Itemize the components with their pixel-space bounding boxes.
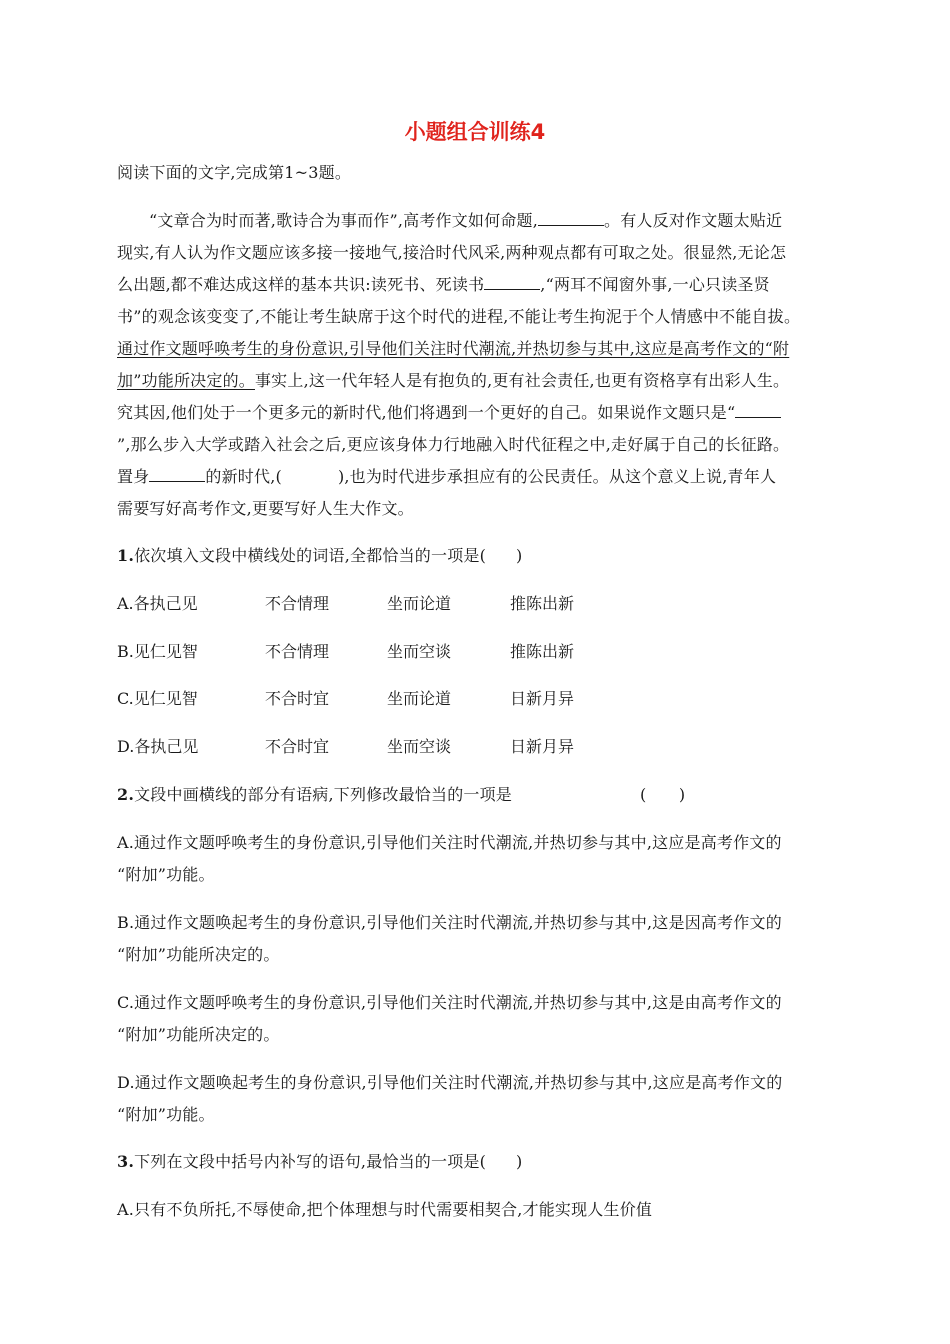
question-2-answer-paren: ( ) [640, 785, 686, 804]
underlined-sentence-end: 加”功能所决定的。 [117, 371, 255, 390]
question-2-stem: 2.文段中画横线的部分有语病,下列修改最恰当的一项是 [117, 785, 512, 804]
question-2-option-a-cont: “附加”功能。 [117, 865, 215, 884]
question-3-stem: 3.下列在文段中括号内补写的语句,最恰当的一项是( ) [117, 1152, 523, 1171]
passage-line-8: ”,那么步入大学或踏入社会之后,更应该身体力行地融入时代征程之中,走好属于自己的长征路。 [117, 435, 790, 454]
question-2-option-b-cont: “附加”功能所决定的。 [117, 945, 280, 964]
passage-line-9: 置身 的新时代,( ),也为时代进步承担应有的公民责任。从这个意义上说,青年人 [117, 467, 777, 486]
passage-line-10: 需要写好高考作文,更要写好人生大作文。 [117, 499, 414, 518]
question-3-option-a[interactable]: A.只有不负所托,不辱使命,把个体理想与时代需要相契合,才能实现人生价值 [117, 1200, 653, 1219]
passage-line-6: 加”功能所决定的。事实上,这一代年轻人是有抱负的,更有社会责任,也更有资格享有出彩人生。 [117, 371, 790, 390]
passage-line-3: 么出题,都不难达成这样的基本共识:读死书、死读书 ,“两耳不闻窗外事,一心只读圣贤 [117, 275, 770, 294]
answer-blank-2 [484, 275, 540, 290]
answer-blank-1 [538, 211, 604, 226]
answer-blank-3 [735, 403, 781, 418]
question-2-option-a[interactable]: A.通过作文题呼唤考生的身份意识,引导他们关注时代潮流,并热切参与其中,这应是高考作文的 [117, 833, 782, 852]
passage-line-2: 现实,有人认为作文题应该多接一接地气,接洽时代风采,两种观点都有可取之处。很显然,无论怎 [117, 243, 787, 262]
question-1-option-c[interactable]: C.见仁见智 不合时宜 坐而论道 日新月异 [117, 689, 575, 708]
passage-line-1: “文章合为时而著,歌诗合为事而作”,高考作文如何命题, 。有人反对作文题太贴近 [149, 211, 783, 230]
answer-blank-4 [149, 467, 205, 482]
question-1-option-b[interactable]: B.见仁见智 不合情理 坐而空谈 推陈出新 [117, 642, 575, 661]
passage-line-4: 书”的观念该变变了,不能让考生缺席于这个时代的进程,不能让考生拘泥于个人情感中不能自拔。 [117, 307, 801, 326]
question-1-option-d[interactable]: D.各执己见 不合时宜 坐而空谈 日新月异 [117, 737, 575, 756]
question-1-stem: 1.依次填入文段中横线处的词语,全都恰当的一项是( ) [117, 546, 523, 565]
passage-line-5-underlined: 通过作文题呼唤考生的身份意识,引导他们关注时代潮流,并热切参与其中,这应是高考作文的“附 [117, 339, 790, 358]
question-2-option-b[interactable]: B.通过作文题唤起考生的身份意识,引导他们关注时代潮流,并热切参与其中,这是因高考作文的 [117, 913, 782, 932]
page-title: 小题组合训练4 [404, 120, 546, 144]
passage-line-7: 究其因,他们处于一个更多元的新时代,他们将遇到一个更好的自己。如果说作文题只是“ [117, 400, 781, 423]
question-2-option-d-cont: “附加”功能。 [117, 1105, 215, 1124]
question-2-option-c[interactable]: C.通过作文题呼唤考生的身份意识,引导他们关注时代潮流,并热切参与其中,这是由高考作文的 [117, 993, 782, 1012]
question-2-option-d[interactable]: D.通过作文题唤起考生的身份意识,引导他们关注时代潮流,并热切参与其中,这应是高考作文的 [117, 1073, 783, 1092]
question-2-option-c-cont: “附加”功能所决定的。 [117, 1025, 280, 1044]
question-1-option-a[interactable]: A.各执己见 不合情理 坐而论道 推陈出新 [117, 594, 575, 613]
instruction: 阅读下面的文字,完成第1~3题。 [117, 163, 352, 182]
